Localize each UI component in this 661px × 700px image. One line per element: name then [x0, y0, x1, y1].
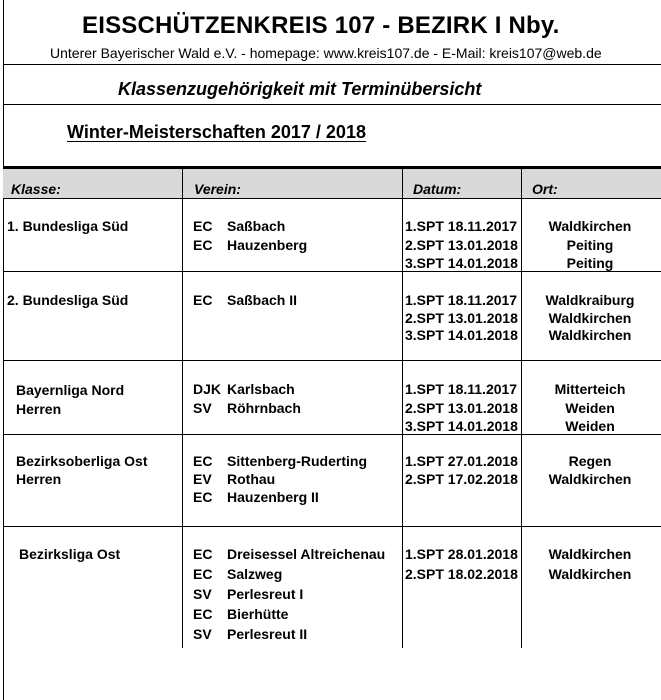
- class-subname: Herren: [16, 471, 62, 487]
- club-name: Perlesreut II: [227, 626, 308, 642]
- match-date: 2.SPT 17.02.2018: [405, 471, 518, 487]
- match-date: 3.SPT 14.01.2018: [405, 255, 518, 271]
- club-entry: [193, 606, 288, 625]
- column-divider: [402, 168, 403, 648]
- club-prefix: EC: [193, 453, 213, 469]
- season-title: Winter-Meisterschaften 2017 / 2018: [67, 122, 366, 142]
- club-name: Rothau: [227, 471, 276, 487]
- club-entry: [193, 489, 319, 508]
- club-prefix: EC: [193, 292, 213, 308]
- club-entry: [193, 218, 285, 237]
- venue: Waldkirchen: [548, 327, 632, 343]
- club-name: Bierhütte: [227, 606, 289, 622]
- venue: Weiden: [565, 400, 615, 416]
- match-date: 2.SPT 18.02.2018: [405, 566, 518, 582]
- club-prefix: EC: [193, 606, 213, 622]
- club-name: Dreisessel Altreichenau: [227, 546, 386, 562]
- table-header-background: [3, 168, 661, 198]
- club-entry: [193, 586, 303, 605]
- match-date: 1.SPT 28.01.2018: [405, 546, 518, 562]
- class-subname: Herren: [16, 401, 62, 417]
- match-date: 1.SPT 18.11.2017: [405, 381, 518, 397]
- match-date: 2.SPT 13.01.2018: [405, 237, 518, 253]
- table-header-border: [3, 198, 661, 199]
- venue: Waldkirchen: [548, 546, 632, 562]
- club-name: Sittenberg-Ruderting: [227, 453, 367, 469]
- match-date: 2.SPT 13.01.2018: [405, 400, 518, 416]
- table-top-border: [3, 166, 661, 169]
- venue: Waldkirchen: [548, 218, 632, 234]
- column-header-verein: Verein:: [194, 181, 241, 197]
- club-entry: [193, 546, 385, 565]
- club-name: Salzweg: [227, 566, 283, 582]
- match-date: 1.SPT 27.01.2018: [405, 453, 518, 469]
- venue: Waldkirchen: [548, 566, 632, 582]
- venue: Peiting: [566, 255, 614, 271]
- document-subtitle: Unterer Bayerischer Wald e.V. - homepage: www.kreis107.de - E-Mail: kreis107@web.de: [50, 45, 602, 61]
- column-header-klasse: Klasse:: [11, 181, 61, 197]
- club-entry: [193, 400, 301, 419]
- match-date: 2.SPT 13.01.2018: [405, 310, 518, 326]
- club-entry: [193, 381, 295, 400]
- class-name: 2. Bundesliga Süd: [7, 292, 129, 308]
- club-prefix: EC: [193, 566, 213, 582]
- club-entry: [193, 237, 307, 256]
- class-name: Bezirksoberliga Ost: [16, 453, 148, 469]
- match-date: 1.SPT 18.11.2017: [405, 218, 518, 234]
- venue: Waldkraiburg: [545, 292, 635, 308]
- club-entry: [193, 471, 275, 490]
- club-name: Saßbach: [227, 218, 286, 234]
- page-frame: [3, 0, 661, 700]
- club-name: Hauzenberg: [227, 237, 308, 253]
- club-entry: [193, 626, 307, 645]
- club-prefix: DJK: [193, 381, 222, 397]
- divider: [3, 64, 661, 65]
- club-prefix: EC: [193, 546, 213, 562]
- club-name: Röhrnbach: [227, 400, 301, 416]
- club-prefix: SV: [193, 400, 212, 416]
- match-date: 1.SPT 18.11.2017: [405, 292, 518, 308]
- section-title: Klassenzugehörigkeit mit Terminübersicht: [118, 79, 482, 99]
- venue: Weiden: [565, 418, 615, 434]
- divider: [3, 104, 661, 105]
- class-name: Bayernliga Nord: [16, 382, 125, 398]
- club-prefix: SV: [193, 626, 212, 642]
- column-header-ort: Ort:: [532, 181, 558, 197]
- club-name: Hauzenberg II: [227, 489, 319, 505]
- venue: Peiting: [566, 237, 614, 253]
- venue: Mitterteich: [554, 381, 626, 397]
- column-divider: [182, 168, 183, 648]
- match-date: 3.SPT 14.01.2018: [405, 418, 518, 434]
- match-date: 3.SPT 14.01.2018: [405, 327, 518, 343]
- club-name: Karlsbach: [227, 381, 295, 397]
- venue: Regen: [568, 453, 612, 469]
- class-name: 1. Bundesliga Süd: [7, 218, 129, 234]
- venue: Waldkirchen: [548, 471, 632, 487]
- club-name: Perlesreut I: [227, 586, 304, 602]
- row-divider: [3, 526, 661, 527]
- club-prefix: SV: [193, 586, 212, 602]
- club-prefix: EV: [193, 471, 212, 487]
- club-prefix: EC: [193, 218, 213, 234]
- document-title: EISSCHÜTZENKREIS 107 - BEZIRK I Nby.: [82, 12, 560, 39]
- row-divider: [3, 360, 661, 361]
- club-entry: [193, 453, 367, 472]
- venue: Waldkirchen: [548, 310, 632, 326]
- club-prefix: EC: [193, 489, 213, 505]
- class-name: Bezirksliga Ost: [19, 546, 121, 562]
- club-entry: [193, 566, 282, 585]
- club-prefix: EC: [193, 237, 213, 253]
- club-name: Saßbach II: [227, 292, 298, 308]
- club-entry: [193, 292, 297, 311]
- column-header-datum: Datum:: [413, 181, 462, 197]
